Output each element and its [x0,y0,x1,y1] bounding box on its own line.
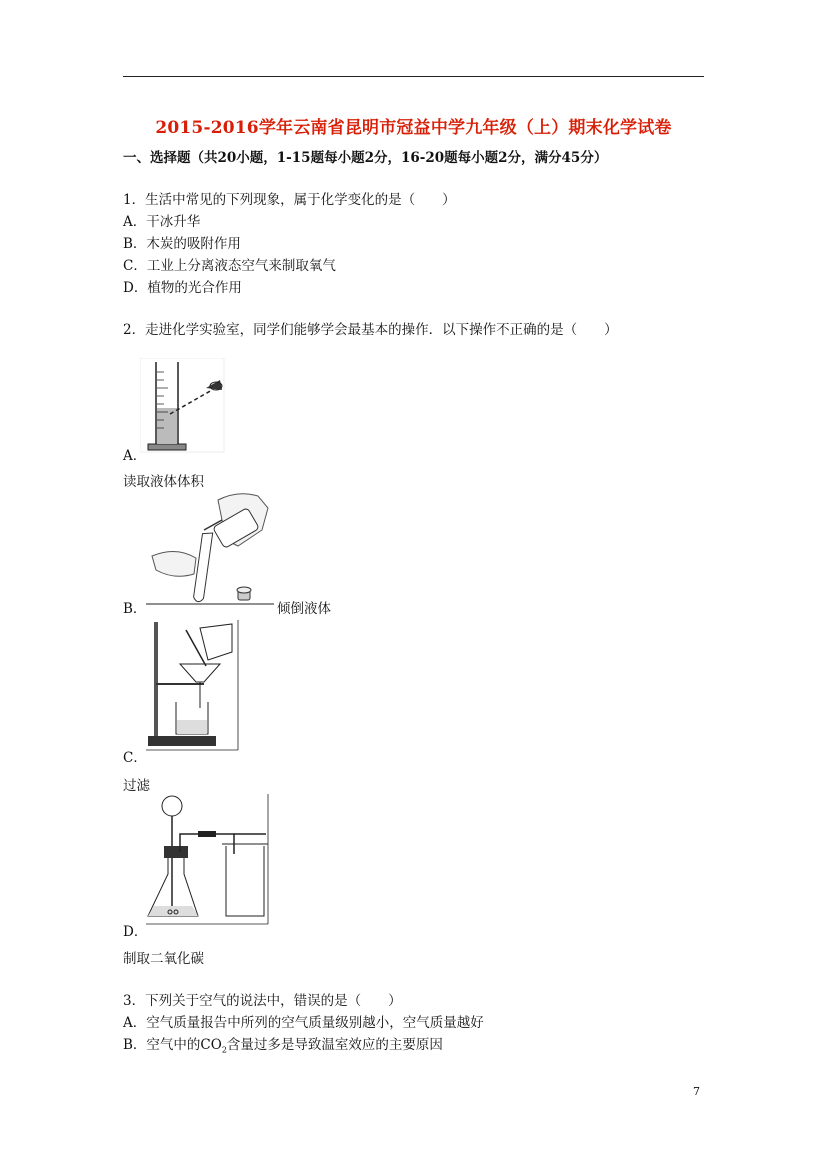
q2-option-c-label: C． [123,750,147,766]
section-heading: 一、选择题（共20小题，1-15题每小题2分，16-20题每小题2分，满分45分） [123,150,608,166]
header-rule [123,76,704,77]
q1-stem: 1．生活中常见的下列现象，属于化学变化的是（ ） [123,192,456,208]
graduated-cylinder-figure [140,358,226,454]
q3-option-b-sub: 2 [221,1045,227,1055]
page-number: 7 [693,1085,700,1098]
q2-option-b-caption: 倾倒液体 [277,601,331,617]
q2-option-d-label: D． [123,924,148,940]
q3-option-a: A．空气质量报告中所列的空气质量级别越小，空气质量越好 [123,1015,484,1031]
q1-option-b: B．木炭的吸附作用 [123,236,241,252]
q1-option-d: D．植物的光合作用 [123,280,242,296]
co2-apparatus-figure [146,794,270,926]
q3-option-b [123,1033,443,1055]
filtration-figure [146,620,240,752]
q2-option-d-caption: 制取二氧化碳 [123,951,204,967]
exam-title: 2015-2016学年云南省昆明市冠益中学九年级（上）期末化学试卷 [155,118,672,138]
q2-option-c-caption: 过滤 [123,778,150,794]
q1-option-c: C．工业上分离液态空气来制取氧气 [123,258,336,274]
q3-stem: 3．下列关于空气的说法中，错误的是（ ） [123,993,402,1009]
q3-option-b-post: 含量过多是导致温室效应的主要原因 [226,1037,443,1053]
q3-option-b-pre: B．空气中的CO [123,1037,222,1053]
pouring-liquid-figure [146,490,276,608]
q2-stem: 2．走进化学实验室，同学们能够学会最基本的操作．以下操作不正确的是（ ） [123,322,618,338]
q2-option-a-label: A． [123,448,147,464]
q2-option-a-caption: 读取液体体积 [123,474,204,490]
q2-option-b-label: B． [123,601,147,617]
q1-option-a: A．干冰升华 [123,214,201,230]
